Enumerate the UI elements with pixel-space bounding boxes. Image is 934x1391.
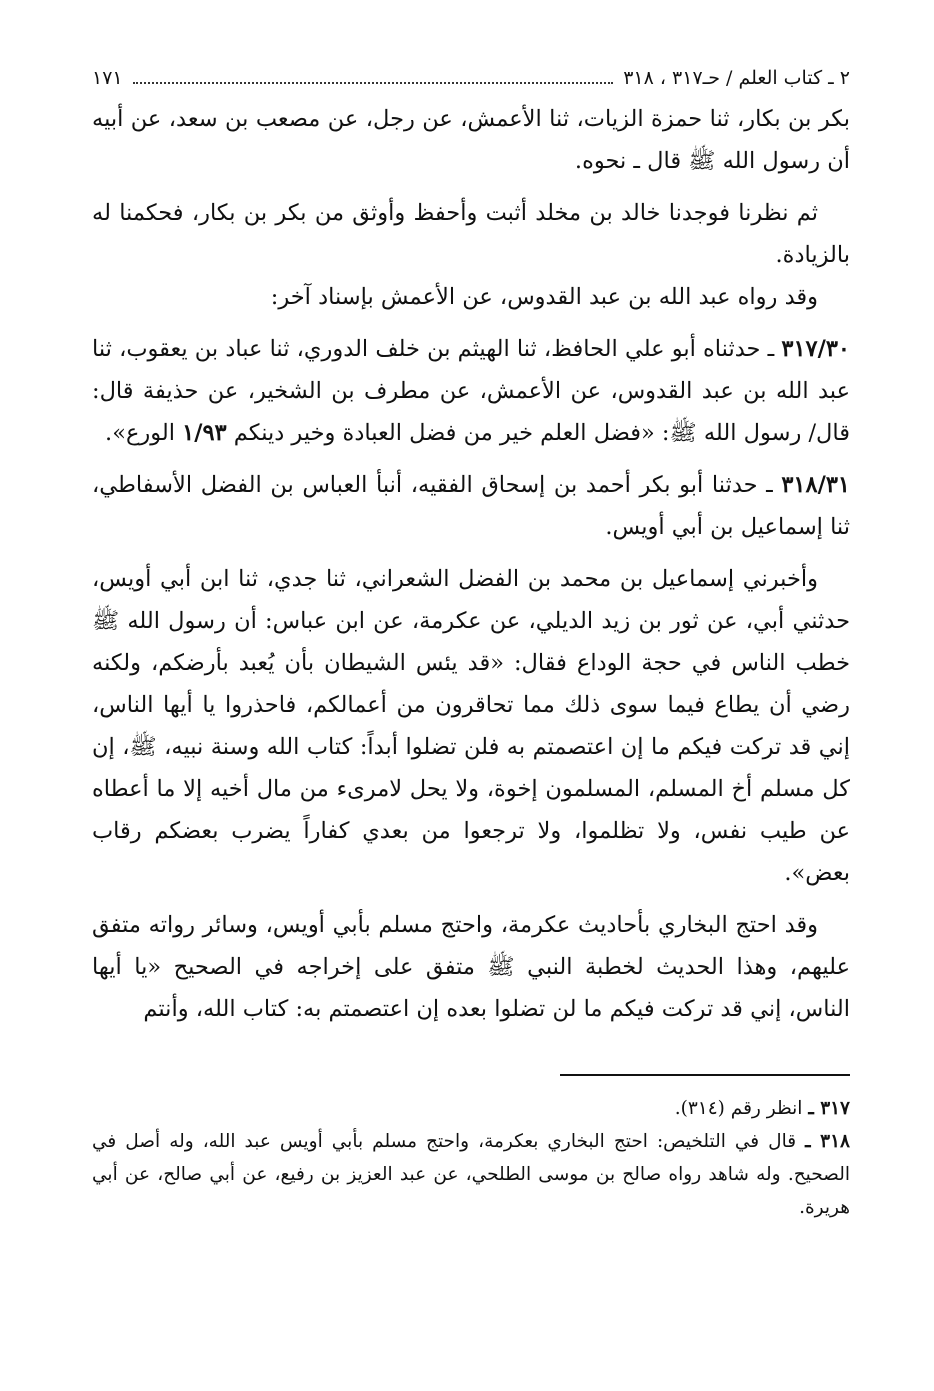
hadith-317-end: الورع». xyxy=(105,420,175,446)
footnote-separator xyxy=(560,1074,850,1076)
footnote-318-number: ٣١٨ ـ xyxy=(805,1131,850,1152)
hadith-317-number: ٣١٧/٣٠ xyxy=(781,336,851,362)
paragraph-isnad-intro: وقد رواه عبد الله بن عبد القدوس، عن الأعمش بإسناد آخر: xyxy=(270,284,818,310)
paragraph-comparison: ثم نظرنا فوجدنا خالد بن مخلد أثبت وأحفظ وأوثق من بكر بن بكار، فحكمنا له بالزيادة. xyxy=(92,200,850,268)
footnotes xyxy=(92,1092,850,1224)
footnote-317-number: ٣١٧ ـ xyxy=(808,1098,850,1119)
page-number: ١٧١ xyxy=(92,67,123,89)
footnote-318 xyxy=(92,1125,850,1224)
footnote-317 xyxy=(92,1092,850,1125)
main-text xyxy=(92,98,850,1030)
margin-reference: ١/٩٣ xyxy=(182,420,227,446)
header-dotted-leader xyxy=(133,82,614,84)
book-page xyxy=(92,64,850,1224)
hadith-318-text: ـ حدثنا أبو بكر أحمد بن إسحاق الفقيه، أنبأ العباس بن الفضل الأسفاطي، ثنا إسماعيل بن أبي أويس. xyxy=(92,472,850,540)
running-header xyxy=(92,64,850,98)
header-title: ٢ ـ كتاب العلم / حـ٣١٧ ، ٣١٨ xyxy=(623,67,850,89)
footnote-318-text: قال في التلخيص: احتج البخاري بعكرمة، واحتج مسلم بأبي أويس عبد الله، وله أصل في الصحيح. وله شاهد رواه صالح بن موسى الطلحي، عن عبد العزيز بن رفيع، عن أبي صالح، عن أبي هريرة. xyxy=(92,1131,850,1218)
footnote-317-text: انظر رقم (٣١٤). xyxy=(674,1098,803,1119)
hadith-318-number: ٣١٨/٣١ xyxy=(781,472,850,498)
paragraph-farewell-sermon: وأخبرني إسماعيل بن محمد بن الفضل الشعراني، ثنا جدي، ثنا ابن أبي أويس، حدثني أبي، عن ثور بن زيد الديلي، عن عكرمة، عن ابن عباس: أن رسول الله ﷺ خطب الناس في حجة الوداع فقال: «قد يئس الشيطان بأن يُعبد بأرضكم، ولكنه رضي أن يطاع فيما سوى ذلك مما تحاقرون من أعمالكم، فاحذروا يا أيها الناس، إني قد تركت فيكم ما إن اعتصمتم به فلن تضلوا أبداً: كتاب الله وسنة نبيه، ﷺ، إن كل مسلم أخ المسلم، المسلمون إخوة، ولا يحل لامرىء من مال أخيه إلا ما أعطاه عن طيب نفس، ولا تظلموا، ولا ترجعوا من بعدي كفاراً يضرب بعضكم رقاب بعض». xyxy=(92,566,850,886)
paragraph-continuation: بكر بن بكار، ثنا حمزة الزيات، ثنا الأعمش، عن رجل، عن مصعب بن سعد، عن أبيه أن رسول الله ﷺ قال ـ نحوه. xyxy=(92,106,850,174)
hadith-317 xyxy=(92,328,850,454)
hadith-317-text: ـ حدثناه أبو علي الحافظ، ثنا الهيثم بن خلف الدوري، ثنا عباد بن يعقوب، ثنا عبد الله بن عبد القدوس، عن الأعمش، عن مطرف بن الشخير، عن حذيفة قال: قال/ رسول الله ﷺ: «فضل العلم خير من فضل العبادة وخير دينكم xyxy=(92,336,850,446)
paragraph-grading: وقد احتج البخاري بأحاديث عكرمة، واحتج مسلم بأبي أويس، وسائر رواته متفق عليهم، وهذا الحديث لخطبة النبي ﷺ متفق على إخراجه في الصحيح «يا أيها الناس، إني قد تركت فيكم ما لن تضلوا بعده إن اعتصمتم به: كتاب الله، وأنتم xyxy=(92,912,850,1022)
hadith-318 xyxy=(92,464,850,548)
